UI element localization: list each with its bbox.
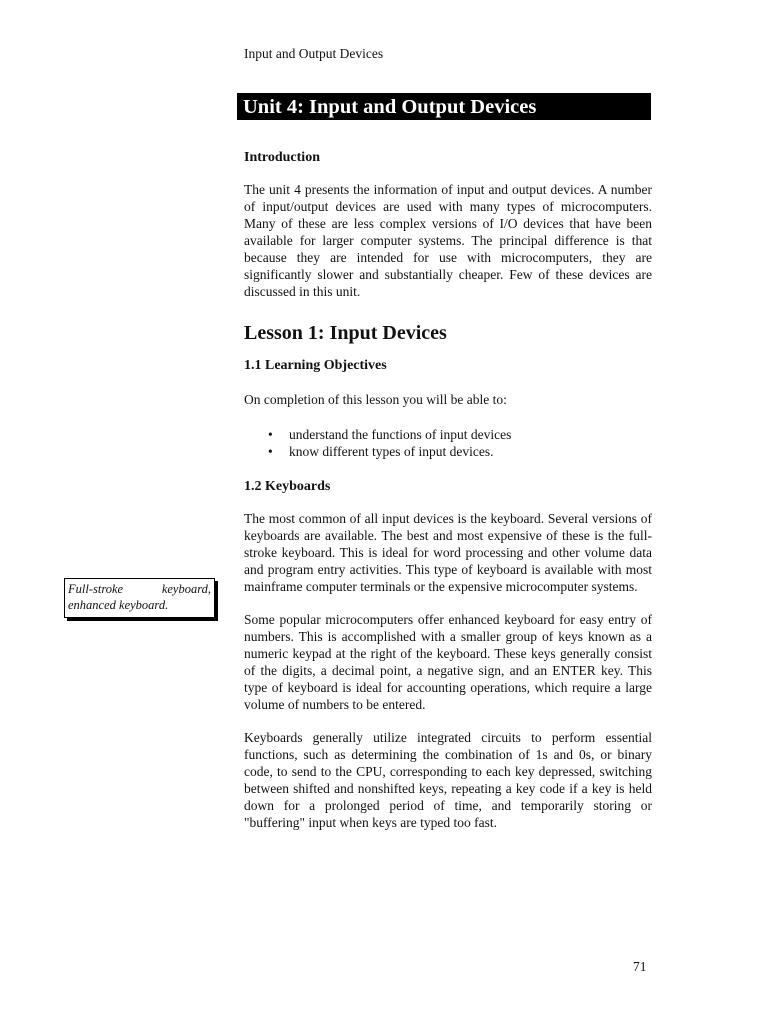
objective-text: know different types of input devices. <box>289 444 494 459</box>
introduction-paragraph: The unit 4 presents the information of input and output devices. A number of input/output devices are used with many types of microcomputers. Many of these are less complex versions of I/O devices that have been available for larger computer systems. The principal difference is that because they are intended for use with microcomputers, they are significantly slower and substantially cheaper. Few of these devices are discussed in this unit. <box>244 182 652 299</box>
page-number: 71 <box>633 959 647 974</box>
objectives-list <box>244 426 652 460</box>
list-item <box>244 426 652 443</box>
margin-note-box <box>64 578 215 618</box>
bullet-icon: • <box>268 444 273 459</box>
list-item <box>244 443 652 460</box>
main-content <box>244 148 652 831</box>
margin-note-text: Full-stroke keyboard, enhanced keyboard. <box>68 582 211 612</box>
lesson-title: Lesson 1: Input Devices <box>244 322 447 344</box>
learning-objectives-heading: 1.1 Learning Objectives <box>244 358 387 373</box>
objectives-intro: On completion of this lesson you will be able to: <box>244 392 507 407</box>
keyboards-heading: 1.2 Keyboards <box>244 479 331 494</box>
keyboards-paragraph-3: Keyboards generally utilize integrated circuits to perform essential functions, such as determining the combination of 1s and 0s, or binary code, to send to the CPU, corresponding to each key depressed, switching between shifted and nonshifted keys, repeating a key code if a key is held down for a prolonged period of time, and temporarily storing or "buffering" input when keys are typed too fast. <box>244 730 652 830</box>
running-header: Input and Output Devices <box>244 46 384 61</box>
objective-text: understand the functions of input devices <box>289 427 512 442</box>
keyboards-paragraph-1: The most common of all input devices is the keyboard. Several versions of keyboards are available. The best and most expensive of these is the full-stroke keyboard. This is ideal for word processing and other volume data and program entry activities. This type of keyboard is available with most mainframe computer terminals or the expensive microcomputer systems. <box>244 511 652 594</box>
introduction-heading: Introduction <box>244 150 320 165</box>
keyboards-paragraph-2: Some popular microcomputers offer enhanced keyboard for easy entry of numbers. This is accomplished with a smaller group of keys known as a numeric keypad at the right of the keyboard. These keys generally consist of the digits, a decimal point, a negative sign, and an ENTER key. This type of keyboard is ideal for accounting operations, which require a large volume of numbers to be entered. <box>244 612 652 712</box>
bullet-icon: • <box>268 427 273 442</box>
unit-title: Unit 4: Input and Output Devices <box>237 93 651 120</box>
